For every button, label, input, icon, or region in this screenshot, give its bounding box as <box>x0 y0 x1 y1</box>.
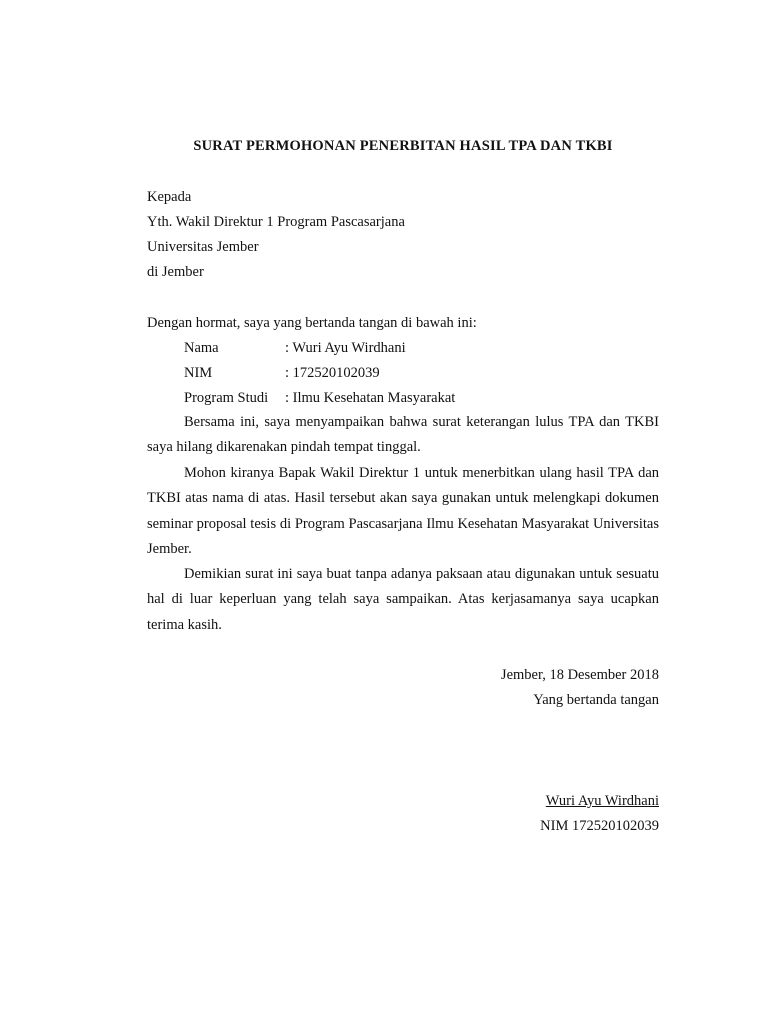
body-paragraph-3: Demikian surat ini saya buat tanpa adanya paksaan atau digunakan untuk sesuatu hal di luar keperluan yang telah saya sampaikan. Atas kerjasamanya saya ucapkan terima kasih. <box>147 566 659 633</box>
recipient-line-3: Universitas Jember <box>147 239 259 255</box>
field-value: : Ilmu Kesehatan Masyarakat <box>285 390 456 406</box>
recipient-line-1: Kepada <box>147 189 192 205</box>
field-value: : Wuri Ayu Wirdhani <box>285 340 406 356</box>
field-value: : 172520102039 <box>285 365 380 381</box>
signer-nim: NIM 172520102039 <box>540 818 659 834</box>
field-row-nama <box>184 339 406 357</box>
recipient-line-4: di Jember <box>147 264 204 280</box>
body-paragraph-1: Bersama ini, saya menyampaikan bahwa surat keterangan lulus TPA dan TKBI saya hilang dikarenakan pindah tempat tinggal. <box>147 414 659 456</box>
place-date: Jember, 18 Desember 2018 <box>500 667 659 683</box>
field-label: Nama <box>184 340 219 356</box>
field-row-program-studi <box>184 389 455 407</box>
letter-title: SURAT PERMOHONAN PENERBITAN HASIL TPA DAN TKBI <box>193 138 613 154</box>
signer-name: Wuri Ayu Wirdhani <box>545 793 659 809</box>
recipient-line-2: Yth. Wakil Direktur 1 Program Pascasarjana <box>147 214 405 230</box>
field-row-nim <box>184 364 380 382</box>
opening-line: Dengan hormat, saya yang bertanda tangan di bawah ini: <box>147 315 477 331</box>
field-label: NIM <box>184 365 213 381</box>
signoff-text: Yang bertanda tangan <box>533 692 659 708</box>
letter-page <box>147 0 659 1024</box>
body-paragraph-2: Mohon kiranya Bapak Wakil Direktur 1 untuk menerbitkan ulang hasil TPA dan TKBI atas nama di atas. Hasil tersebut akan saya gunakan untuk melengkapi dokumen seminar proposal tesis di Program Pascasarjana Ilmu Kesehatan Masyarakat Universitas Jember. <box>147 465 659 557</box>
field-label: Program Studi <box>184 390 269 406</box>
